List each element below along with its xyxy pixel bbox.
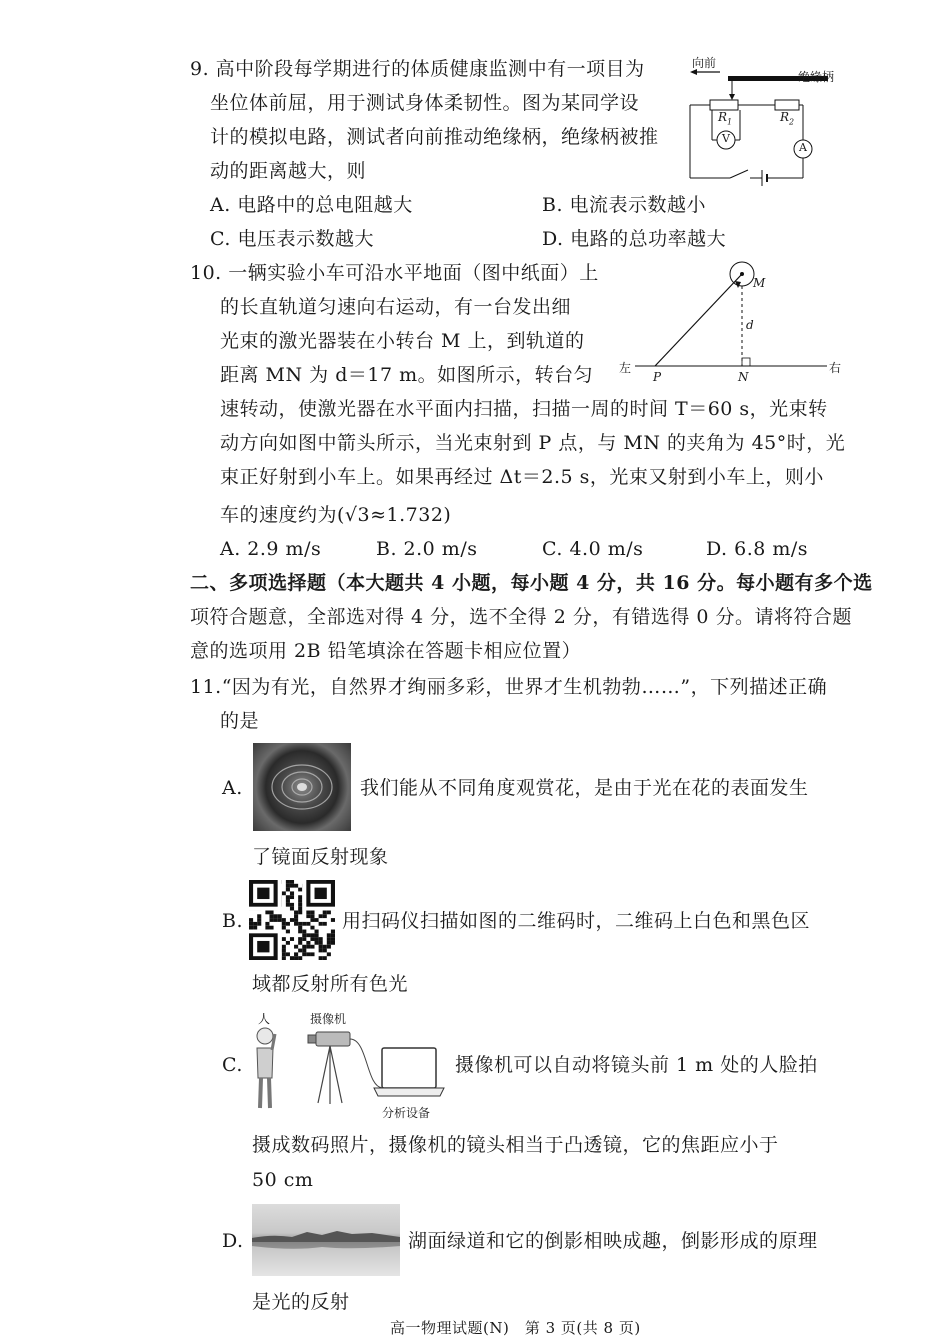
q11-a-line-1: 我们能从不同角度观赏花，是由于光在花的表面发生 — [360, 777, 809, 799]
flower-icon — [253, 743, 351, 831]
q10-line-7: 束正好射到小车上。如果再经过 Δt＝2.5 s，光束又射到小车上，则小 — [220, 466, 824, 488]
q11-b-line-1: 用扫码仪扫描如图的二维码时，二维码上白色和黑色区 — [342, 910, 811, 932]
label-r1: $R_1$ — [718, 110, 733, 127]
q11-line-1: 11.“因为有光，自然界才绚丽多彩，世界才生机勃勃……”，下列描述正确 — [190, 676, 828, 698]
q9-option-c: C. 电压表示数越大 — [210, 228, 374, 250]
q11-d-line-1: 湖面绿道和它的倒影相映成趣，倒影形成的原理 — [408, 1230, 818, 1252]
q11-d-line-2: 是光的反射 — [252, 1291, 350, 1313]
resistor-r1 — [710, 100, 738, 110]
q11-c-line-1: 摄像机可以自动将镜头前 1 m 处的人脸拍 — [455, 1054, 818, 1076]
q11-b-label: B. — [222, 910, 244, 932]
label-person: 人 — [258, 1012, 271, 1026]
q10-line-3: 光束的激光器装在小转台 M 上，到轨道的 — [220, 330, 585, 352]
lake-treeline-icon — [252, 1204, 400, 1276]
label-analysis-device: 分析设备 — [382, 1106, 431, 1120]
qr-code-image — [249, 880, 335, 960]
label-ammeter: A — [799, 141, 807, 154]
q10-line-4: 距离 MN 为 d＝17 m。如图所示，转台匀 — [220, 364, 594, 386]
qr-code-icon — [249, 880, 335, 960]
q9-option-b: B. 电流表示数越小 — [542, 194, 707, 216]
q9-line-4: 动的距离越大，则 — [210, 160, 367, 182]
q10-option-a: A. 2.9 m/s — [220, 538, 322, 560]
q9-line-2: 坐位体前屈，用于测试身体柔韧性。图为某同学设 — [210, 92, 640, 114]
section2-line-3: 意的选项用 2B 铅笔填涂在答题卡相应位置） — [190, 640, 582, 662]
label-m: M — [753, 276, 766, 290]
q9-circuit-figure — [680, 50, 855, 190]
q11-line-2: 的是 — [220, 710, 260, 732]
resistor-r2 — [775, 100, 799, 110]
label-p: P — [653, 370, 662, 384]
section2-line-2: 项符合题意，全部选对得 4 分，选不全得 2 分，有错选得 0 分。请将符合题 — [190, 606, 853, 628]
section2-line-1: 二、多项选择题（本大题共 4 小题，每小题 4 分，共 16 分。每小题有多个选 — [190, 572, 873, 594]
right-angle-mark — [742, 358, 750, 366]
laser-track-diagram — [615, 258, 850, 388]
label-forward: 向前 — [692, 56, 717, 70]
q10-option-c: C. 4.0 m/s — [542, 538, 644, 560]
label-n: N — [738, 370, 749, 384]
q11-c-line-2: 摄成数码照片，摄像机的镜头相当于凸透镜，它的焦距应小于 — [252, 1134, 779, 1156]
q11-a-line-2: 了镜面反射现象 — [252, 846, 389, 868]
q9-line-1: 9. 高中阶段每学期进行的体质健康监测中有一项目为 — [190, 58, 645, 80]
switch — [730, 170, 748, 178]
laptop-icon — [382, 1048, 436, 1088]
q10-line-2: 的长直轨道匀速向右运动，有一台发出细 — [220, 296, 572, 318]
q9-line-3: 计的模拟电路，测试者向前推动绝缘柄，绝缘柄被推 — [210, 126, 659, 148]
flower-photo — [253, 743, 351, 831]
q11-d-label: D. — [222, 1230, 244, 1252]
q10-line-5: 速转动，使激光器在水平面内扫描，扫描一周的时间 T＝60 s，光束转 — [220, 398, 828, 420]
lake-photo — [252, 1204, 400, 1276]
q11-b-line-2: 域都反射所有色光 — [252, 973, 409, 995]
q9-option-a: A. 电路中的总电阻越大 — [210, 194, 413, 216]
label-voltmeter: V — [722, 132, 730, 145]
q10-option-b: B. 2.0 m/s — [376, 538, 478, 560]
label-left: 左 — [619, 361, 632, 375]
label-r2: $R_2$ — [780, 110, 795, 127]
camera-icon — [316, 1032, 350, 1046]
q10-line-8: 车的速度约为(√3≈1.732) — [220, 504, 452, 526]
q10-option-d: D. 6.8 m/s — [706, 538, 809, 560]
laser-beam — [655, 274, 742, 366]
q11-c-label: C. — [222, 1054, 243, 1076]
page-footer: 高一物理试题(N) 第 3 页(共 8 页) — [390, 1319, 641, 1337]
label-right: 右 — [829, 361, 842, 375]
q9-option-d: D. 电路的总功率越大 — [542, 228, 727, 250]
label-d: d — [746, 318, 754, 332]
q10-laser-figure — [615, 258, 850, 388]
label-camera: 摄像机 — [310, 1012, 347, 1026]
q11-a-label: A. — [222, 777, 243, 799]
person-head-icon — [257, 1028, 273, 1044]
q11-c-line-3: 50 cm — [252, 1169, 314, 1191]
q10-line-1: 10. 一辆实验小车可沿水平地面（图中纸面）上 — [190, 262, 599, 284]
label-insulated-handle: 绝缘柄 — [798, 70, 835, 84]
person-body-icon — [257, 1048, 273, 1078]
camera-setup-figure — [248, 1008, 448, 1120]
q10-line-6: 动方向如图中箭头所示，当光束射到 P 点，与 MN 的夹角为 45°时，光 — [220, 432, 846, 454]
